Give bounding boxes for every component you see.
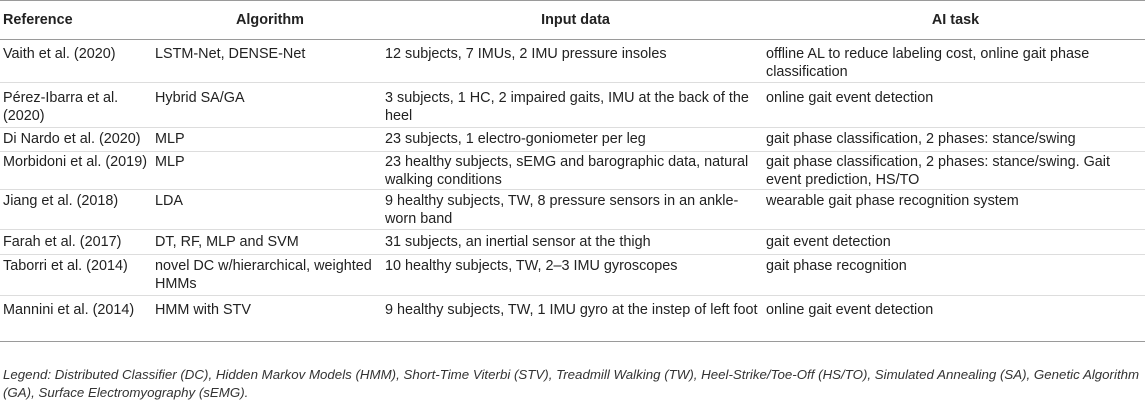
table-header-row	[0, 1, 1145, 40]
cell-ai-task: online gait event detection	[766, 296, 1145, 342]
cell-algorithm: Hybrid SA/GA	[155, 83, 385, 128]
cell-reference: Mannini et al. (2014)	[0, 296, 155, 342]
cell-input-data: 12 subjects, 7 IMUs, 2 IMU pressure insoles	[385, 40, 766, 83]
table-row	[0, 40, 1145, 83]
cell-ai-task: gait phase classification, 2 phases: stance/swing. Gait event prediction, HS/TO	[766, 152, 1145, 190]
table-legend: Legend: Distributed Classifier (DC), Hidden Markov Models (HMM), Short-Time Viterbi (STV), Treadmill Walking (TW), Heel-Strike/Toe-Off (HS/TO), Simulated Annealing (SA), Genetic Algorithm (GA), Surface Electromyography (sEMG).	[3, 367, 1140, 400]
header-algorithm: Algorithm	[155, 1, 385, 40]
cell-ai-task: online gait event detection	[766, 83, 1145, 128]
cell-input-data: 23 subjects, 1 electro-goniometer per leg	[385, 128, 766, 152]
header-input-data: Input data	[385, 1, 766, 40]
cell-reference: Morbidoni et al. (2019)	[0, 152, 155, 190]
header-reference: Reference	[0, 1, 155, 40]
cell-algorithm: DT, RF, MLP and SVM	[155, 230, 385, 255]
cell-algorithm: MLP	[155, 152, 385, 190]
cell-reference: Farah et al. (2017)	[0, 230, 155, 255]
table-row	[0, 128, 1145, 152]
table-row	[0, 190, 1145, 230]
cell-input-data: 31 subjects, an inertial sensor at the thigh	[385, 230, 766, 255]
cell-input-data: 9 healthy subjects, TW, 8 pressure sensors in an ankle-worn band	[385, 190, 766, 230]
table-row	[0, 255, 1145, 296]
cell-reference: Di Nardo et al. (2020)	[0, 128, 155, 152]
table-row	[0, 230, 1145, 255]
cell-reference: Vaith et al. (2020)	[0, 40, 155, 83]
cell-ai-task: gait event detection	[766, 230, 1145, 255]
cell-reference: Jiang et al. (2018)	[0, 190, 155, 230]
cell-ai-task: wearable gait phase recognition system	[766, 190, 1145, 230]
cell-input-data: 3 subjects, 1 HC, 2 impaired gaits, IMU at the back of the heel	[385, 83, 766, 128]
cell-input-data: 10 healthy subjects, TW, 2–3 IMU gyroscopes	[385, 255, 766, 296]
cell-input-data: 9 healthy subjects, TW, 1 IMU gyro at the instep of left foot	[385, 296, 766, 342]
cell-algorithm: LSTM-Net, DENSE-Net	[155, 40, 385, 83]
cell-ai-task: gait phase recognition	[766, 255, 1145, 296]
cell-ai-task: gait phase classification, 2 phases: stance/swing	[766, 128, 1145, 152]
cell-algorithm: novel DC w/hierarchical, weighted HMMs	[155, 255, 385, 296]
cell-ai-task: offline AL to reduce labeling cost, online gait phase classification	[766, 40, 1145, 83]
header-ai-task: AI task	[766, 1, 1145, 40]
table-row	[0, 83, 1145, 128]
cell-algorithm: HMM with STV	[155, 296, 385, 342]
cell-reference: Pérez-Ibarra et al. (2020)	[0, 83, 155, 128]
cell-reference: Taborri et al. (2014)	[0, 255, 155, 296]
table-row	[0, 152, 1145, 190]
table-row	[0, 296, 1145, 342]
cell-algorithm: LDA	[155, 190, 385, 230]
cell-algorithm: MLP	[155, 128, 385, 152]
cell-input-data: 23 healthy subjects, sEMG and barographic data, natural walking conditions	[385, 152, 766, 190]
